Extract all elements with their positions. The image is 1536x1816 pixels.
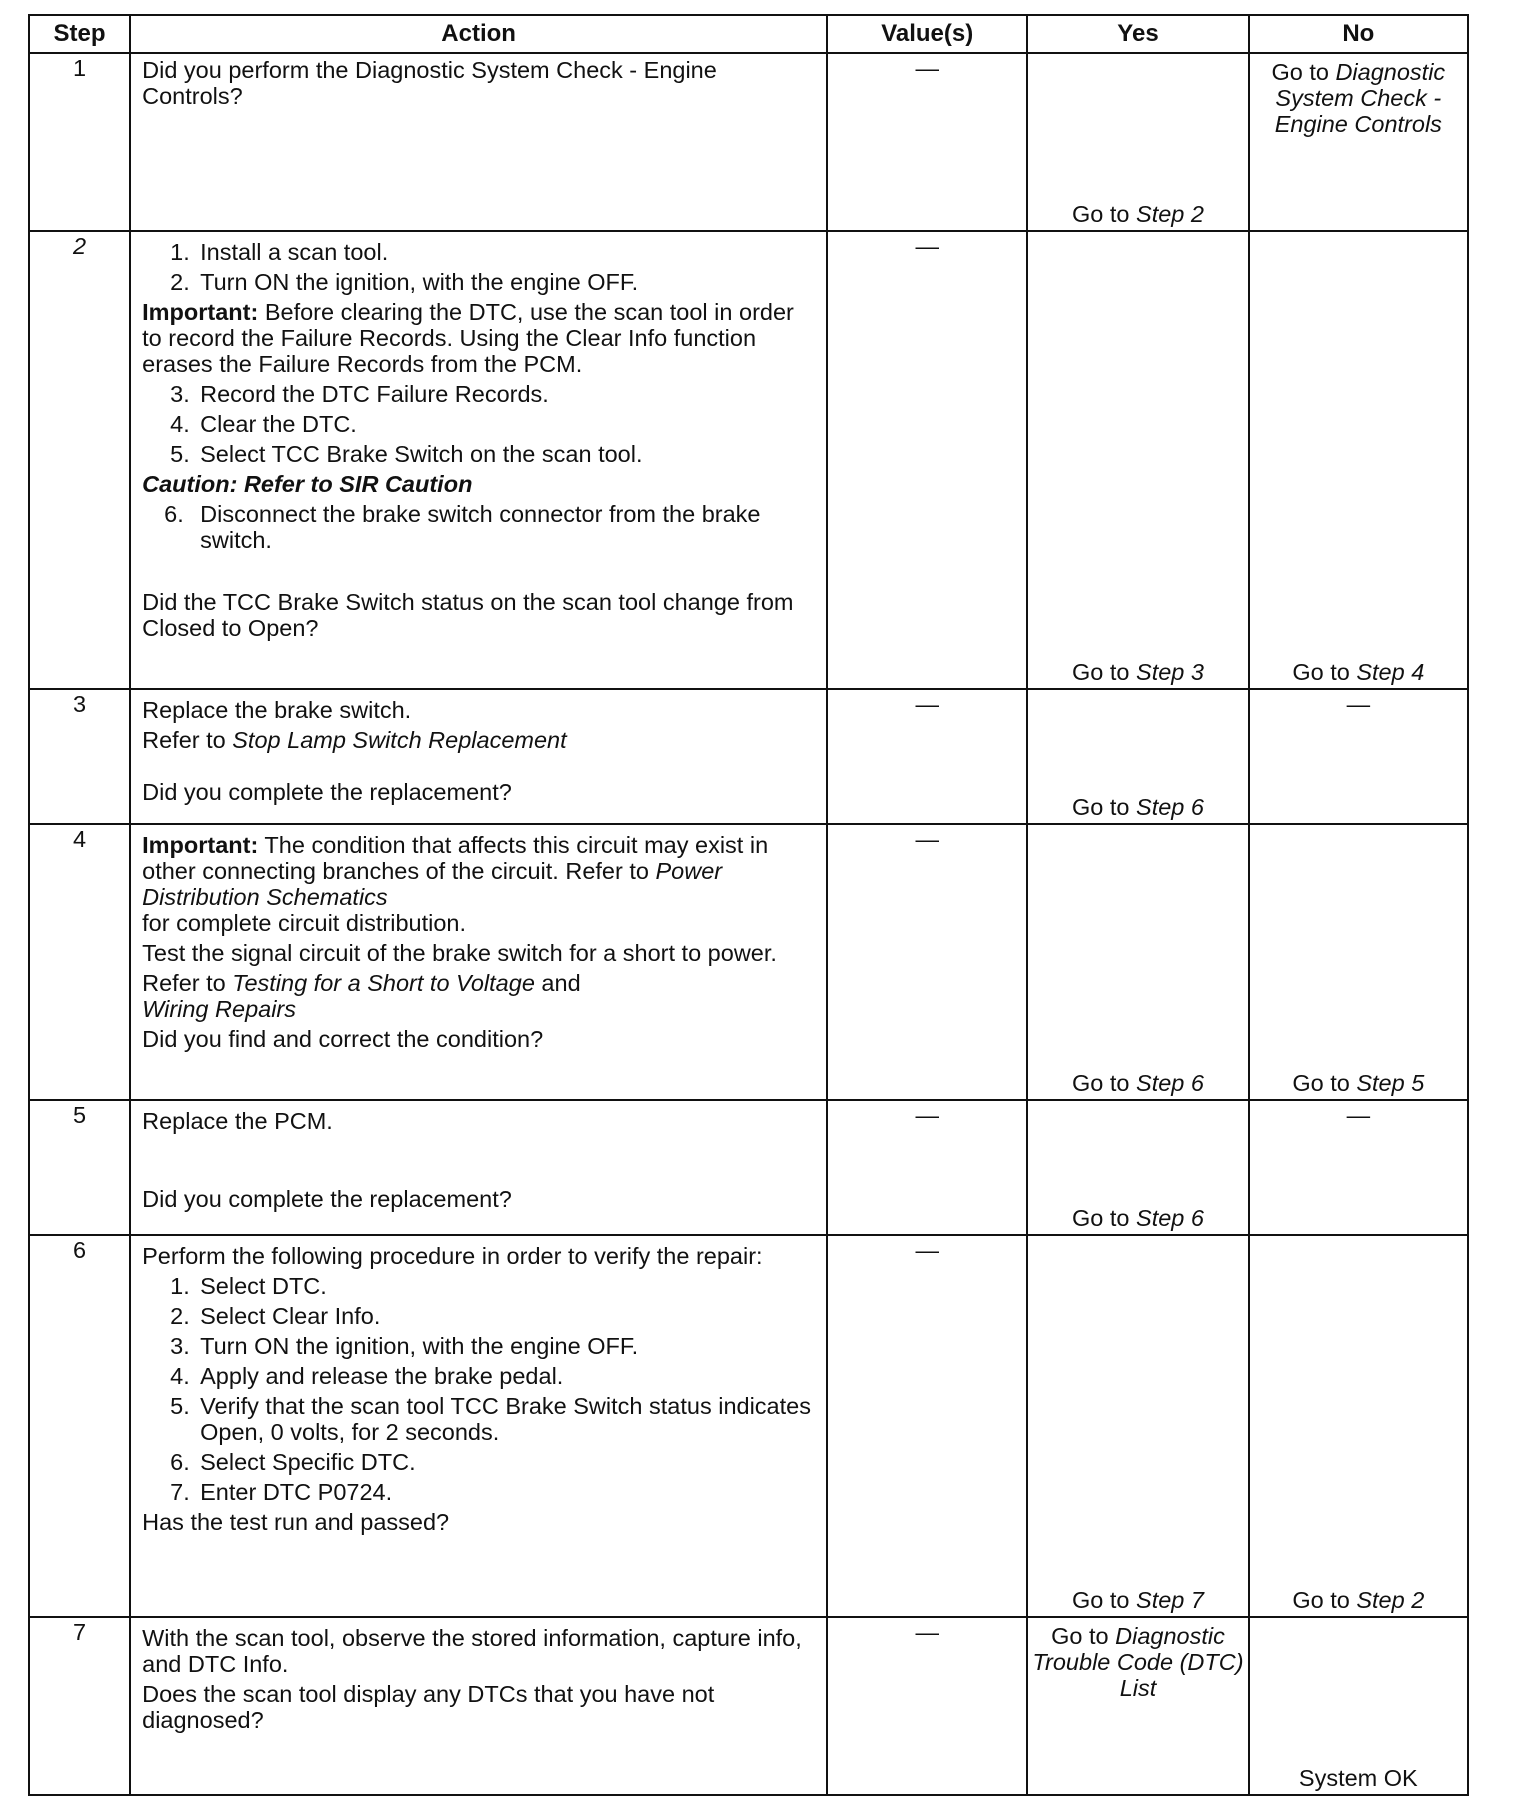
step-number: 2 [29,231,130,689]
no-cell: — [1249,1100,1468,1235]
action-cell [130,1235,827,1617]
caution-note: Caution: Refer to SIR Caution [142,471,473,497]
no-link[interactable]: Go to Step 2 [1292,1587,1425,1613]
step-number: 4 [29,824,130,1100]
no-link[interactable]: Go to Step 4 [1292,659,1425,685]
action-cell [130,1617,827,1795]
yes-cell [1027,231,1248,689]
value-cell: — [827,689,1027,824]
no-cell [1249,53,1468,231]
action-question: Did you complete the replacement? [142,1186,512,1212]
action-text: Replace the PCM. [142,1108,333,1134]
table-row-step-2 [29,231,1468,689]
action-question: Has the test run and passed? [142,1509,450,1535]
table-row-step-4 [29,824,1468,1100]
list-item: 4. Apply and release the brake pedal. [170,1363,564,1389]
table-row-step-3 [29,689,1468,824]
action-text: Test the signal circuit of the brake switch for a short to power. [142,940,777,966]
header-step: Step [29,15,130,53]
no-link[interactable]: Go to Step 5 [1292,1070,1425,1096]
yes-link[interactable]: Go to Step 3 [1072,659,1204,685]
action-cell [130,231,827,689]
refer-note: Refer to Stop Lamp Switch Replacement [142,727,567,753]
table-row-step-7 [29,1617,1468,1795]
refer-link[interactable]: Power Distribution Schematics [142,858,723,910]
yes-cell [1027,1235,1248,1617]
value-cell: — [827,1617,1027,1795]
list-item: 2. Select Clear Info. [170,1303,381,1329]
action-question: Did you perform the Diagnostic System Check - Engine Controls? [142,57,717,109]
yes-cell [1027,689,1248,824]
action-text: Perform the following procedure in order to verify the repair: [142,1243,763,1269]
list-item: 4. Clear the DTC. [170,411,357,437]
value-cell: — [827,1235,1027,1617]
header-no: No [1249,15,1468,53]
no-cell [1249,1235,1468,1617]
list-item: 5. Select TCC Brake Switch on the scan tool. [170,441,643,467]
important-note: Important: The condition that affects this circuit may exist in other connecting branches of the circuit. Refer to Power Distribution Schematics for complete circuit distribution. [142,832,769,936]
action-question: Did you complete the replacement? [142,779,512,805]
refer-link[interactable]: Stop Lamp Switch Replacement [232,727,567,753]
step-number: 5 [29,1100,130,1235]
action-text: With the scan tool, observe the stored information, capture info, and DTC Info. [142,1625,802,1677]
action-cell [130,1100,827,1235]
value-cell: — [827,824,1027,1100]
action-cell [130,53,827,231]
value-cell: — [827,53,1027,231]
header-yes: Yes [1027,15,1248,53]
yes-link[interactable]: Go to Step 6 [1072,1070,1204,1096]
step-number: 1 [29,53,130,231]
list-item: 6. Select Specific DTC. [170,1449,416,1475]
table-row-step-6 [29,1235,1468,1617]
list-item: 2. Turn ON the ignition, with the engine OFF. [170,269,639,295]
no-result: System OK [1298,1765,1418,1791]
yes-link[interactable]: Go to Diagnostic Trouble Code (DTC) List [1032,1623,1244,1701]
no-cell [1249,231,1468,689]
header-action: Action [130,15,827,53]
action-cell [130,824,827,1100]
yes-link[interactable]: Go to Step 6 [1072,794,1204,820]
table-row-step-5 [29,1100,1468,1235]
yes-link[interactable]: Go to Step 2 [1072,201,1204,227]
yes-cell [1027,53,1248,231]
yes-link[interactable]: Go to Step 6 [1072,1205,1204,1231]
yes-cell [1027,824,1248,1100]
list-item: 6. Disconnect the brake switch connector from the brake switch. [164,501,761,553]
action-text: Replace the brake switch. [142,697,412,723]
diagnostic-table [28,14,1469,1796]
action-cell [130,689,827,824]
list-item: 1. Select DTC. [170,1273,327,1299]
list-item: 5. Verify that the scan tool TCC Brake Switch status indicates Open, 0 volts, for 2 seconds. [170,1393,811,1445]
yes-cell [1027,1617,1248,1795]
value-cell: — [827,1100,1027,1235]
list-item: 7. Enter DTC P0724. [170,1479,393,1505]
no-cell: — [1249,689,1468,824]
refer-note: Refer to Testing for a Short to Voltage and Wiring Repairs [142,970,581,1022]
no-link[interactable]: Go to Diagnostic System Check - Engine Controls [1271,59,1446,137]
yes-cell [1027,1100,1248,1235]
action-question: Did the TCC Brake Switch status on the scan tool change from Closed to Open? [142,589,794,641]
list-item: 3. Record the DTC Failure Records. [170,381,549,407]
value-cell: — [827,231,1027,689]
action-question: Did you find and correct the condition? [142,1026,544,1052]
no-cell [1249,824,1468,1100]
list-item: 1. Install a scan tool. [170,239,389,265]
header-values: Value(s) [827,15,1027,53]
refer-link[interactable]: Testing for a Short to Voltage [232,970,535,996]
list-item: 3. Turn ON the ignition, with the engine OFF. [170,1333,639,1359]
refer-link[interactable]: Wiring Repairs [142,996,297,1022]
no-cell [1249,1617,1468,1795]
yes-link[interactable]: Go to Step 7 [1072,1587,1204,1613]
step-number: 6 [29,1235,130,1617]
important-note: Important: Before clearing the DTC, use the scan tool in order to record the Failure Records. Using the Clear Info function erases the Failure Records from the PCM. [142,299,794,377]
step-number: 3 [29,689,130,824]
step-number: 7 [29,1617,130,1795]
action-question: Does the scan tool display any DTCs that you have not diagnosed? [142,1681,715,1733]
table-row-step-1 [29,53,1468,231]
header-row [29,15,1468,53]
